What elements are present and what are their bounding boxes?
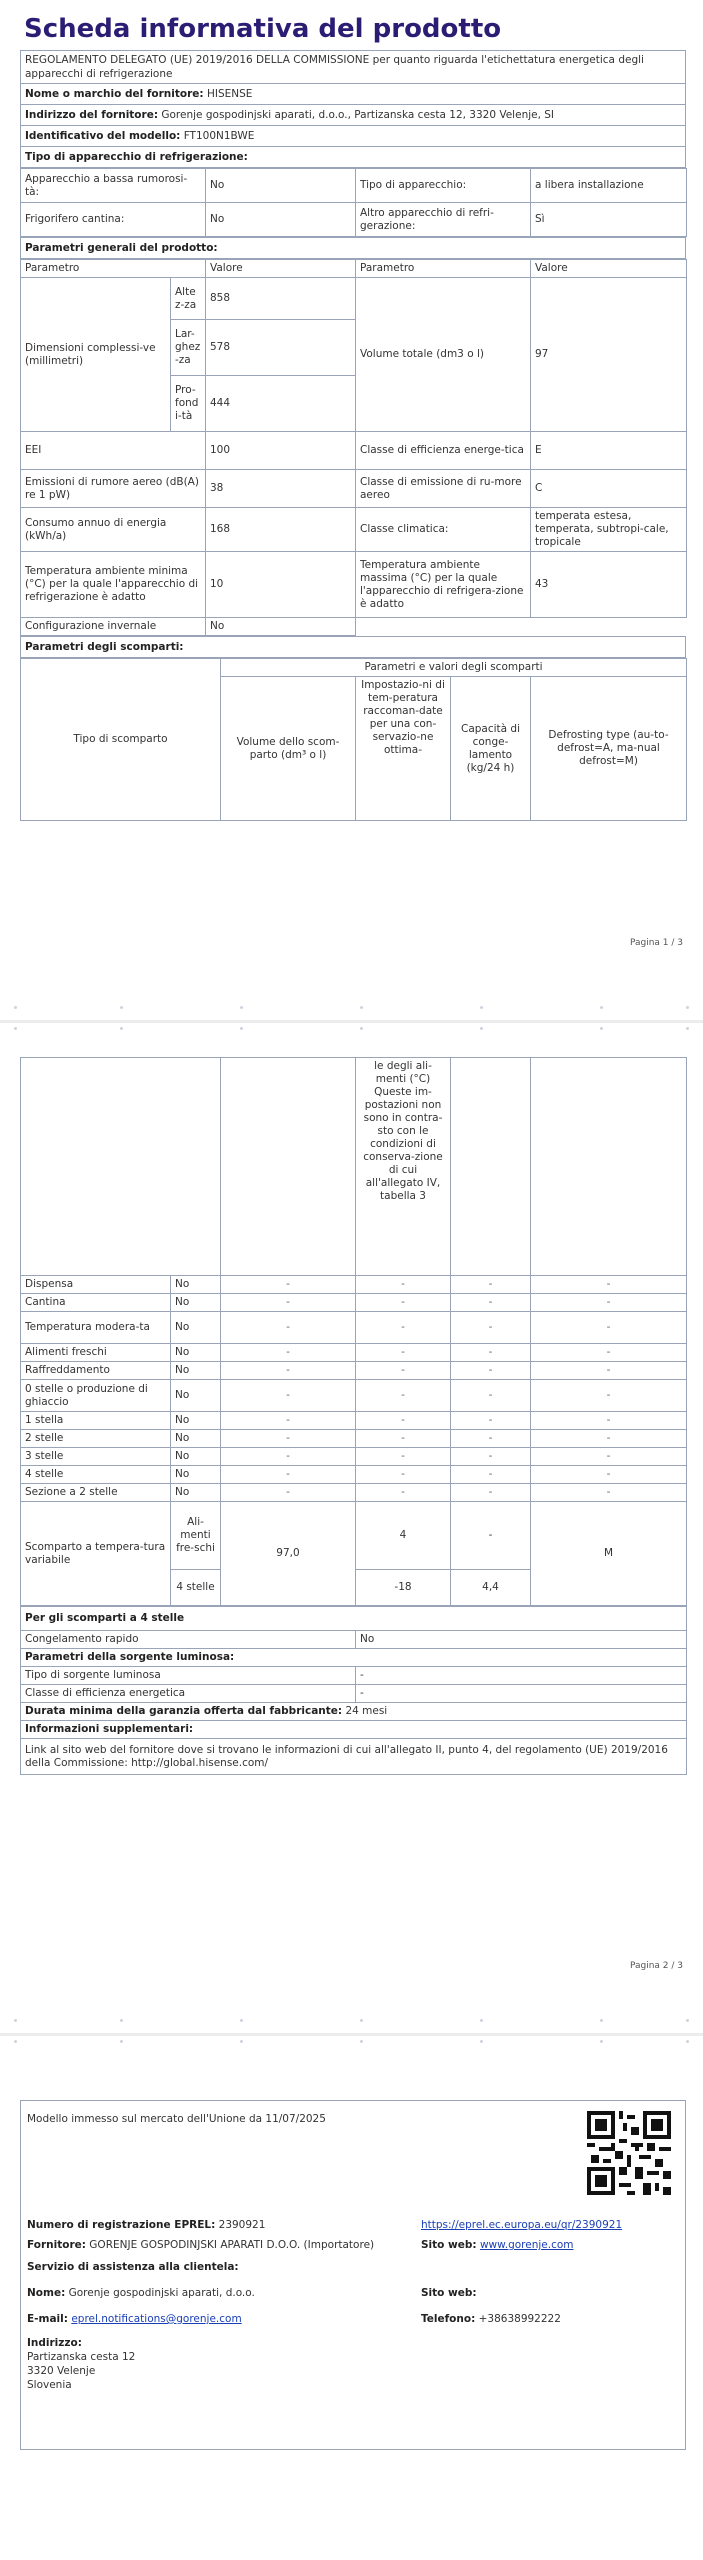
model-value: FT100N1BWE bbox=[183, 129, 255, 142]
compartments-block bbox=[20, 1057, 686, 1775]
tmin-label: Temperatura ambiente minima (°C) per la quale l'apparecchio di refrigerazione è adatto bbox=[21, 552, 206, 618]
row-value: No bbox=[171, 1430, 221, 1448]
volume-value: 97 bbox=[531, 278, 687, 432]
row-temp: - bbox=[356, 1466, 451, 1484]
row-volume: - bbox=[221, 1312, 356, 1344]
eprel-row bbox=[27, 2219, 265, 2231]
extra-title: Informazioni supplementari: bbox=[21, 1721, 687, 1739]
row-defrost: - bbox=[531, 1362, 687, 1380]
name-label: Nome: bbox=[27, 2287, 66, 2299]
row-temp: - bbox=[356, 1312, 451, 1344]
warranty-row bbox=[21, 1703, 687, 1721]
row-defrost: - bbox=[531, 1430, 687, 1448]
row-name: Cantina bbox=[21, 1294, 171, 1312]
row-capacity: - bbox=[451, 1448, 531, 1466]
empty-cell bbox=[531, 1058, 687, 1276]
noise-label: Emissioni di rumore aereo (dB(A) re 1 pW) bbox=[21, 470, 206, 508]
other-label: Altro apparecchio di refri-gerazione: bbox=[356, 203, 531, 237]
row-temp: - bbox=[356, 1380, 451, 1412]
row-value: No bbox=[171, 1448, 221, 1466]
noise-class-value: C bbox=[531, 470, 687, 508]
variable-defrost: M bbox=[531, 1502, 687, 1606]
row-capacity: - bbox=[451, 1362, 531, 1380]
address-line-1: Partizanska cesta 12 bbox=[27, 2351, 136, 2363]
phone-label: Telefono: bbox=[421, 2313, 476, 2325]
row-name: Sezione a 2 stelle bbox=[21, 1484, 171, 1502]
regulation-text: REGOLAMENTO DELEGATO (UE) 2019/2016 DELLA COMMISSIONE per quanto riguarda l'etichettatura energetica degli apparecchi di refrigerazione bbox=[21, 51, 686, 84]
page-1 bbox=[0, 0, 703, 1020]
website-link[interactable]: www.gorenje.com bbox=[479, 2239, 574, 2251]
eei-value: 100 bbox=[206, 432, 356, 470]
tmax-value: 43 bbox=[531, 552, 687, 618]
row-volume: - bbox=[221, 1294, 356, 1312]
page-number: Pagina 2 / 3 bbox=[629, 1961, 683, 1971]
warranty-label: Durata minima della garanzia offerta dal fabbricante: bbox=[25, 1705, 343, 1717]
comp-volume: Volume dello scom-parto (dm³ o l) bbox=[221, 677, 356, 821]
row-capacity: - bbox=[451, 1484, 531, 1502]
address-line-2: 3320 Velenje bbox=[27, 2365, 96, 2377]
row-volume: - bbox=[221, 1344, 356, 1362]
website-2-label: Sito web: bbox=[421, 2287, 477, 2299]
row-volume: - bbox=[221, 1430, 356, 1448]
dims-label: Dimensioni complessi-ve (millimetri) bbox=[21, 278, 171, 432]
row-name: Alimenti freschi bbox=[21, 1344, 171, 1362]
row-defrost: - bbox=[531, 1276, 687, 1294]
row-value: No bbox=[171, 1412, 221, 1430]
row-name: Raffreddamento bbox=[21, 1362, 171, 1380]
row-name: Dispensa bbox=[21, 1276, 171, 1294]
row-value: No bbox=[171, 1380, 221, 1412]
eclass-label: Classe di efficienza energe-tica bbox=[356, 432, 531, 470]
supplier-label: Fornitore: bbox=[27, 2239, 86, 2251]
comp-temp-part1: Impostazio-ni di tem-peratura raccoman-date per una con-servazio-ne ottima- bbox=[356, 677, 451, 821]
service-name-row bbox=[27, 2287, 255, 2299]
row-temp: - bbox=[356, 1448, 451, 1466]
climate-value: temperata estesa, temperata, subtropi-cale, tropicale bbox=[531, 508, 687, 552]
comp-defrost: Defrosting type (au-to-defrost=A, ma-nual defrost=M) bbox=[531, 677, 687, 821]
winter-label: Configurazione invernale bbox=[21, 618, 206, 636]
comp-type: Tipo di scomparto bbox=[21, 659, 221, 821]
fast-freeze-value: No bbox=[356, 1631, 687, 1649]
row-name: 3 stelle bbox=[21, 1448, 171, 1466]
empty-cell bbox=[221, 1058, 356, 1276]
header-block bbox=[20, 50, 686, 821]
row-defrost: - bbox=[531, 1312, 687, 1344]
row-value: No bbox=[171, 1276, 221, 1294]
variable-temp-2: -18 bbox=[356, 1570, 451, 1606]
eprel-label: Numero di registrazione EPREL: bbox=[27, 2219, 216, 2231]
row-name: 4 stelle bbox=[21, 1466, 171, 1484]
row-capacity: - bbox=[451, 1312, 531, 1344]
row-temp: - bbox=[356, 1294, 451, 1312]
supplier-value: GORENJE GOSPODINJSKI APARATI D.O.O. (Importatore) bbox=[89, 2239, 375, 2251]
page-dots bbox=[0, 2019, 703, 2025]
row-volume: - bbox=[221, 1380, 356, 1412]
page-number: Pagina 1 / 3 bbox=[629, 938, 683, 948]
width-value: 578 bbox=[206, 320, 356, 376]
compartments-title: Parametri degli scomparti: bbox=[21, 637, 686, 658]
model-row bbox=[21, 126, 686, 147]
website-label: Sito web: bbox=[421, 2239, 477, 2251]
variable-volume: 97,0 bbox=[221, 1502, 356, 1606]
wine-value: No bbox=[206, 203, 356, 237]
supplier-row bbox=[21, 84, 686, 105]
email-link[interactable]: eprel.notifications@gorenje.com bbox=[71, 2313, 242, 2325]
tmax-label: Temperatura ambiente massima (°C) per la quale l'apparecchio di refrigera-zione è adatto bbox=[356, 552, 531, 618]
eprel-value: 2390921 bbox=[218, 2219, 266, 2231]
depth-label: Pro-fondi-tà bbox=[171, 376, 206, 432]
row-capacity: - bbox=[451, 1412, 531, 1430]
row-temp: - bbox=[356, 1484, 451, 1502]
height-label: Altez-za bbox=[171, 278, 206, 320]
row-temp: - bbox=[356, 1362, 451, 1380]
qr-code-icon[interactable] bbox=[587, 2111, 671, 2195]
page-3 bbox=[0, 2036, 703, 2560]
light-class-label: Classe di efficienza energetica bbox=[21, 1685, 356, 1703]
row-defrost: - bbox=[531, 1344, 687, 1362]
light-title: Parametri della sorgente luminosa: bbox=[21, 1649, 687, 1667]
comp-params-header: Parametri e valori degli scomparti bbox=[221, 659, 687, 677]
warranty-value: 24 mesi bbox=[345, 1705, 388, 1717]
page-dots bbox=[0, 1027, 703, 1033]
eclass-value: E bbox=[531, 432, 687, 470]
appliance-type-label: Tipo di apparecchio: bbox=[356, 169, 531, 203]
width-label: Lar-ghez-za bbox=[171, 320, 206, 376]
row-defrost: - bbox=[531, 1484, 687, 1502]
page-dots bbox=[0, 1006, 703, 1012]
tmin-value: 10 bbox=[206, 552, 356, 618]
website-row bbox=[421, 2239, 574, 2251]
col-value-2: Valore bbox=[531, 260, 687, 278]
link-row bbox=[21, 1739, 687, 1775]
row-volume: - bbox=[221, 1362, 356, 1380]
supplier-value: HISENSE bbox=[206, 87, 253, 100]
empty-cell bbox=[21, 1058, 221, 1276]
energy-label: Consumo annuo di energia (kWh/a) bbox=[21, 508, 206, 552]
row-value: No bbox=[171, 1344, 221, 1362]
energy-value: 168 bbox=[206, 508, 356, 552]
row-value: No bbox=[171, 1362, 221, 1380]
link-text: Link al sito web del fornitore dove si trovano le informazioni di cui all'allegato II, punto 4, del regolamento (UE) 2019/2016 della Commissione: bbox=[25, 1743, 668, 1769]
row-name: 1 stella bbox=[21, 1412, 171, 1430]
light-type-label: Tipo di sorgente luminosa bbox=[21, 1667, 356, 1685]
name-value: Gorenje gospodinjski aparati, d.o.o. bbox=[68, 2287, 255, 2299]
row-capacity: - bbox=[451, 1276, 531, 1294]
row-capacity: - bbox=[451, 1344, 531, 1362]
supplier-link[interactable]: http://global.hisense.com/ bbox=[131, 1756, 269, 1769]
row-defrost: - bbox=[531, 1294, 687, 1312]
comp-capacity: Capacità di conge-lamento (kg/24 h) bbox=[451, 677, 531, 821]
row-volume: - bbox=[221, 1276, 356, 1294]
supplier-row bbox=[27, 2239, 374, 2251]
row-name: 2 stelle bbox=[21, 1430, 171, 1448]
row-value: No bbox=[171, 1466, 221, 1484]
row-capacity: - bbox=[451, 1294, 531, 1312]
other-value: Sì bbox=[531, 203, 687, 237]
wine-label: Frigorifero cantina: bbox=[21, 203, 206, 237]
page-2 bbox=[0, 1023, 703, 2033]
row-defrost: - bbox=[531, 1380, 687, 1412]
variable-label: Scomparto a tempera-tura variabile bbox=[21, 1502, 171, 1606]
height-value: 858 bbox=[206, 278, 356, 320]
service-title: Servizio di assistenza alla clientela: bbox=[27, 2261, 239, 2273]
light-type-value: - bbox=[356, 1667, 687, 1685]
address-label: Indirizzo del fornitore: bbox=[25, 108, 159, 121]
volume-label: Volume totale (dm3 o l) bbox=[356, 278, 531, 432]
low-noise-value: No bbox=[206, 169, 356, 203]
model-label: Identificativo del modello: bbox=[25, 129, 181, 142]
supplier-info-box bbox=[20, 2100, 686, 2450]
page-title: Scheda informativa del prodotto bbox=[24, 14, 502, 44]
fast-freeze-label: Congelamento rapido bbox=[21, 1631, 356, 1649]
row-capacity: - bbox=[451, 1380, 531, 1412]
row-temp: - bbox=[356, 1412, 451, 1430]
row-value: No bbox=[171, 1312, 221, 1344]
row-volume: - bbox=[221, 1484, 356, 1502]
variable-sub-1: Ali-menti fre-schi bbox=[171, 1502, 221, 1570]
comp-temp-part2: le degli ali-menti (°C) Queste im-postazioni non sono in contra-sto con le condizioni di conserva-zione di cui all'allegato IV, tabella 3 bbox=[356, 1058, 451, 1276]
row-value: No bbox=[171, 1484, 221, 1502]
depth-value: 444 bbox=[206, 376, 356, 432]
phone-row bbox=[421, 2313, 561, 2325]
row-value: No bbox=[171, 1294, 221, 1312]
empty-cell bbox=[451, 1058, 531, 1276]
col-param: Parametro bbox=[21, 260, 206, 278]
climate-label: Classe climatica: bbox=[356, 508, 531, 552]
winter-value: No bbox=[206, 618, 356, 636]
email-row bbox=[27, 2313, 242, 2325]
col-param-2: Parametro bbox=[356, 260, 531, 278]
row-capacity: - bbox=[451, 1430, 531, 1448]
supplier-label: Nome o marchio del fornitore: bbox=[25, 87, 204, 100]
variable-cap-2: 4,4 bbox=[451, 1570, 531, 1606]
phone-value: +38638992222 bbox=[478, 2313, 561, 2325]
four-star-title: Per gli scomparti a 4 stelle bbox=[21, 1607, 687, 1631]
row-defrost: - bbox=[531, 1466, 687, 1484]
variable-cap-1: - bbox=[451, 1502, 531, 1570]
eprel-link[interactable]: https://eprel.ec.europa.eu/qr/2390921 bbox=[421, 2219, 623, 2231]
row-volume: - bbox=[221, 1448, 356, 1466]
noise-class-label: Classe di emissione di ru-more aereo bbox=[356, 470, 531, 508]
empty-cell bbox=[531, 618, 687, 636]
type-title: Tipo di apparecchio di refrigerazione: bbox=[21, 147, 686, 168]
row-volume: - bbox=[221, 1466, 356, 1484]
row-capacity: - bbox=[451, 1466, 531, 1484]
row-temp: - bbox=[356, 1344, 451, 1362]
row-volume: - bbox=[221, 1412, 356, 1430]
low-noise-label: Apparecchio a bassa rumorosi-tà: bbox=[21, 169, 206, 203]
empty-cell bbox=[356, 618, 531, 636]
col-value: Valore bbox=[206, 260, 356, 278]
noise-value: 38 bbox=[206, 470, 356, 508]
row-temp: - bbox=[356, 1430, 451, 1448]
row-name: Temperatura modera-ta bbox=[21, 1312, 171, 1344]
address-line-3: Slovenia bbox=[27, 2379, 72, 2391]
general-title: Parametri generali del prodotto: bbox=[21, 238, 686, 259]
variable-temp-1: 4 bbox=[356, 1502, 451, 1570]
eei-label: EEI bbox=[21, 432, 206, 470]
row-defrost: - bbox=[531, 1448, 687, 1466]
light-class-value: - bbox=[356, 1685, 687, 1703]
row-name: 0 stelle o produzione di ghiaccio bbox=[21, 1380, 171, 1412]
address-title: Indirizzo: bbox=[27, 2337, 82, 2349]
row-defrost: - bbox=[531, 1412, 687, 1430]
variable-sub-2: 4 stelle bbox=[171, 1570, 221, 1606]
page-dots bbox=[0, 2040, 703, 2046]
address-value: Gorenje gospodinjski aparati, d.o.o., Partizanska cesta 12, 3320 Velenje, SI bbox=[161, 108, 555, 121]
row-temp: - bbox=[356, 1276, 451, 1294]
email-label: E-mail: bbox=[27, 2313, 68, 2325]
address-row bbox=[21, 105, 686, 126]
placed-on-market: Modello immesso sul mercato dell'Unione da 11/07/2025 bbox=[27, 2113, 326, 2125]
appliance-type-value: a libera installazione bbox=[531, 169, 687, 203]
